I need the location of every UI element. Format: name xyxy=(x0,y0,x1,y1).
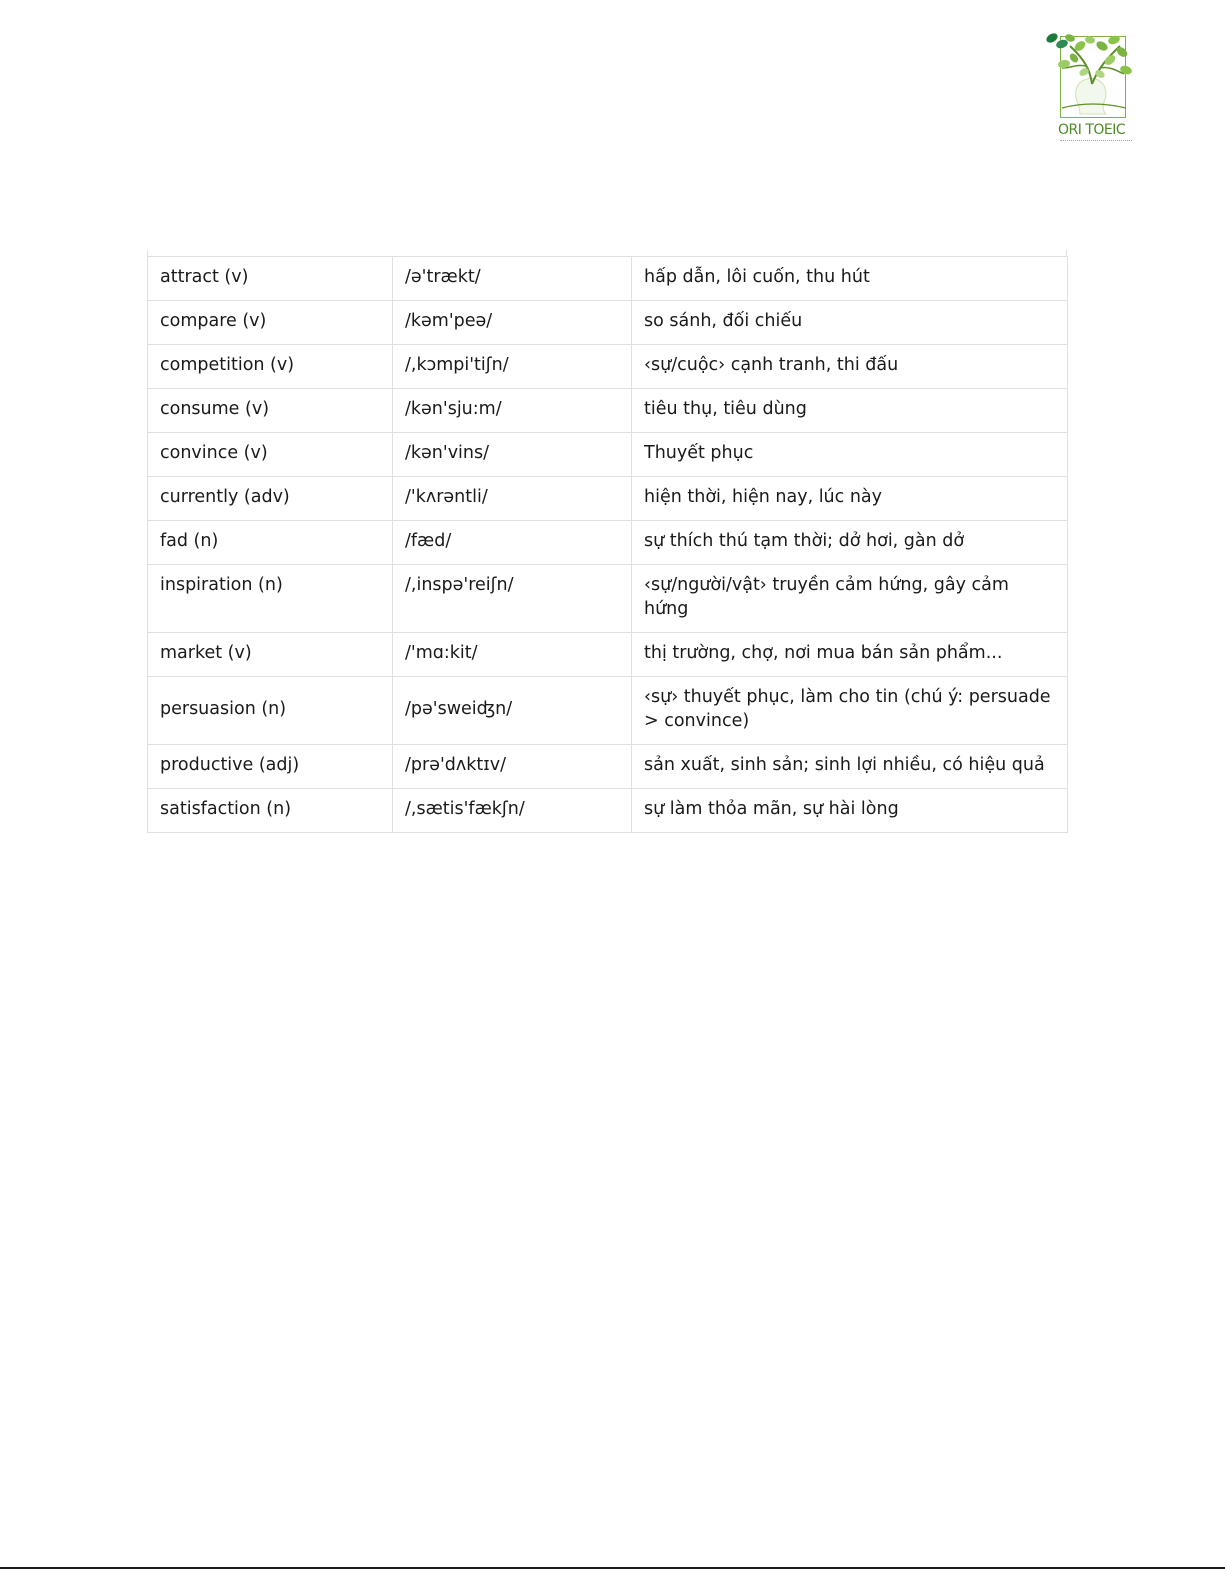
vocab-word: satisfaction (n) xyxy=(148,789,393,833)
vocab-word: compare (v) xyxy=(148,301,393,345)
vocab-ipa: /kən'vins/ xyxy=(393,433,632,477)
table-row xyxy=(148,477,1068,521)
vocab-meaning: ‹sự/cuộc› cạnh tranh, thi đấu xyxy=(632,345,1068,389)
vocabulary-table-body xyxy=(148,257,1068,833)
vocab-word: consume (v) xyxy=(148,389,393,433)
vocab-ipa: /,kɔmpi'tiʃn/ xyxy=(393,345,632,389)
vocab-word: fad (n) xyxy=(148,521,393,565)
logo-tagline-mark xyxy=(1060,140,1132,144)
vocab-meaning: so sánh, đối chiếu xyxy=(632,301,1068,345)
vocab-word: inspiration (n) xyxy=(148,565,393,633)
vocab-meaning: hiện thời, hiện nay, lúc này xyxy=(632,477,1068,521)
vocab-ipa: /,inspə'reiʃn/ xyxy=(393,565,632,633)
vocab-meaning: sự thích thú tạm thời; dở hơi, gàn dở xyxy=(632,521,1068,565)
vocab-ipa: /kəm'peə/ xyxy=(393,301,632,345)
page-bottom-rule xyxy=(0,1567,1225,1569)
table-row xyxy=(148,677,1068,745)
table-row xyxy=(148,633,1068,677)
vocab-ipa: /ə'trækt/ xyxy=(393,257,632,301)
vocab-meaning: ‹sự› thuyết phục, làm cho tin (chú ý: persuade > convince) xyxy=(632,677,1068,745)
vocabulary-table xyxy=(147,256,1068,833)
vocab-meaning: sản xuất, sinh sản; sinh lợi nhiều, có hiệu quả xyxy=(632,745,1068,789)
vocab-ipa: /pə'sweiʤn/ xyxy=(393,677,632,745)
vocab-meaning: tiêu thụ, tiêu dùng xyxy=(632,389,1068,433)
vocab-meaning: sự làm thỏa mãn, sự hài lòng xyxy=(632,789,1068,833)
vocab-word: productive (adj) xyxy=(148,745,393,789)
table-row xyxy=(148,433,1068,477)
vocab-word: market (v) xyxy=(148,633,393,677)
tree-head-icon xyxy=(1040,24,1140,124)
vocab-ipa: /kən'sju:m/ xyxy=(393,389,632,433)
vocab-word: competition (v) xyxy=(148,345,393,389)
table-row xyxy=(148,745,1068,789)
table-row xyxy=(148,257,1068,301)
table-row xyxy=(148,789,1068,833)
vocab-word: persuasion (n) xyxy=(148,677,393,745)
vocab-word: convince (v) xyxy=(148,433,393,477)
table-row xyxy=(148,389,1068,433)
vocab-ipa: /'kʌrəntli/ xyxy=(393,477,632,521)
vocab-ipa: /fæd/ xyxy=(393,521,632,565)
vocab-meaning: ‹sự/người/vật› truyền cảm hứng, gây cảm hứng xyxy=(632,565,1068,633)
table-row xyxy=(148,345,1068,389)
vocab-word: attract (v) xyxy=(148,257,393,301)
vocab-meaning: thị trường, chợ, nơi mua bán sản phẩm... xyxy=(632,633,1068,677)
vocab-ipa: /'mɑ:kit/ xyxy=(393,633,632,677)
vocab-ipa: /prə'dʌktɪv/ xyxy=(393,745,632,789)
table-row xyxy=(148,521,1068,565)
table-row xyxy=(148,301,1068,345)
vocab-meaning: Thuyết phục xyxy=(632,433,1068,477)
vocab-ipa: /,sætis'fækʃn/ xyxy=(393,789,632,833)
table-row xyxy=(148,565,1068,633)
ori-toeic-logo xyxy=(1040,24,1140,154)
vocab-word: currently (adv) xyxy=(148,477,393,521)
vocab-meaning: hấp dẫn, lôi cuốn, thu hút xyxy=(632,257,1068,301)
logo-text: ORI TOEIC xyxy=(1058,122,1126,138)
